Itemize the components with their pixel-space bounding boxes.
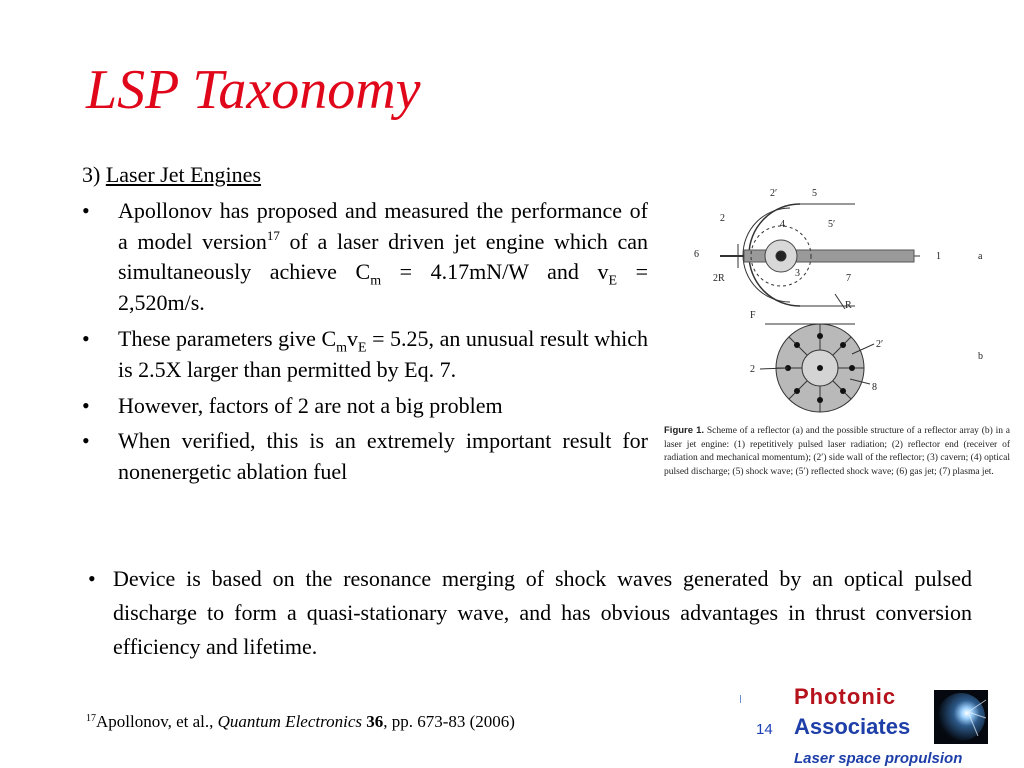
bullet-text: v <box>347 325 359 351</box>
section-heading <box>82 160 261 190</box>
caption-head: Figure 1. <box>664 425 705 436</box>
fig-label: b <box>978 351 983 362</box>
fig-label: 8 <box>872 382 877 393</box>
footnote-pages: , pp. 673-83 (2006) <box>383 712 515 731</box>
footnote-ref: 17 <box>266 227 280 243</box>
fig-label: 7 <box>846 273 851 284</box>
reflector-diagram <box>660 184 1014 424</box>
page-number: 14 <box>756 721 773 738</box>
bullet-text: of a laser driven jet engine which can simultaneously achieve C <box>118 228 648 284</box>
decorative-tick <box>740 695 741 703</box>
fig-label: 5 <box>812 188 817 199</box>
brand-name-line2: Associates <box>794 714 911 739</box>
reflector-array-b <box>760 324 874 412</box>
bullet-text: However, factors of 2 are not a big problem <box>118 392 503 418</box>
fig-label: a <box>978 251 983 262</box>
fig-label: 2R <box>713 273 725 284</box>
fig-label: 2′ <box>876 339 884 350</box>
bullet-list <box>82 196 648 492</box>
footnote-volume: 36 <box>366 712 384 731</box>
brand-name-line1: Photonic <box>794 684 897 709</box>
bullet-text: = 4.17mN/W and v <box>381 259 609 284</box>
fig-label: R <box>845 300 852 311</box>
footnote-journal: Quantum Electronics <box>217 712 362 731</box>
bullet-dot: • <box>82 392 90 418</box>
bullet-text: = 5.25, an unusual result which is 2.5X larger than permitted by Eq. 7. <box>118 325 648 383</box>
fig-label: 4 <box>780 219 785 230</box>
company-logo-icon <box>934 690 988 744</box>
fig-label: 3 <box>795 268 800 279</box>
bullet-dot: • <box>88 566 96 591</box>
caption-text: Scheme of a reflector (a) and the possible structure of a reflector array (b) in a laser jet engine: (1) repetitively pulsed laser radiation; (2) reflector end (receiver of radiation and mechanical momentum); (2′) side wall of the reflector; (3) cavern; (4) optical pulsed discharge; (5) shock wave; (5′) reflected shock wave; (6) gas jet; (7) plasma jet. <box>664 426 1011 477</box>
fig-label: 1 <box>936 251 941 262</box>
fig-label: 2 <box>750 364 755 375</box>
subscript: E <box>358 340 367 356</box>
fig-label: 5′ <box>828 219 836 230</box>
device-bullet <box>88 562 972 664</box>
reflector-scheme-a <box>720 204 920 324</box>
bullet-text: Apollonov has proposed and measured the performance of a model version <box>118 198 648 254</box>
bullet-item <box>82 426 648 487</box>
fig-label: 6 <box>694 249 699 260</box>
bullet-dot: • <box>82 428 90 454</box>
bullet-text: These parameters give C <box>118 325 337 351</box>
fig-label: 2 <box>720 213 725 224</box>
device-text: Device is based on the resonance merging of shock waves generated by an optical pulsed discharge to form a quasi-stationary wave, and has obvious advantages in thrust conversion efficiency and lifetime. <box>113 566 972 659</box>
bullet-item <box>82 196 648 319</box>
bullet-text: = 2,520m/s. <box>118 259 648 316</box>
fig-label: F <box>750 310 756 321</box>
figure-caption <box>664 424 1010 479</box>
footnote-author: Apollonov, et al., <box>96 712 218 731</box>
bullet-item <box>82 391 648 422</box>
bullet-dot: • <box>82 198 90 223</box>
subscript: E <box>608 273 618 289</box>
footnote <box>86 712 515 732</box>
slide-title: LSP Taxonomy <box>86 59 421 121</box>
subscript: m <box>370 273 382 289</box>
subscript: m <box>336 340 348 356</box>
bullet-item <box>82 324 648 386</box>
bullet-text: When verified, this is an extremely important result for nonenergetic ablation fuel <box>118 428 648 484</box>
fig-label: 2′ <box>770 188 778 199</box>
section-number: 3) <box>82 162 101 187</box>
bullet-dot: • <box>82 325 90 351</box>
section-label: Laser Jet Engines <box>105 162 261 187</box>
footnote-number: 17 <box>86 713 96 724</box>
brand-tagline: Laser space propulsion <box>794 750 963 767</box>
